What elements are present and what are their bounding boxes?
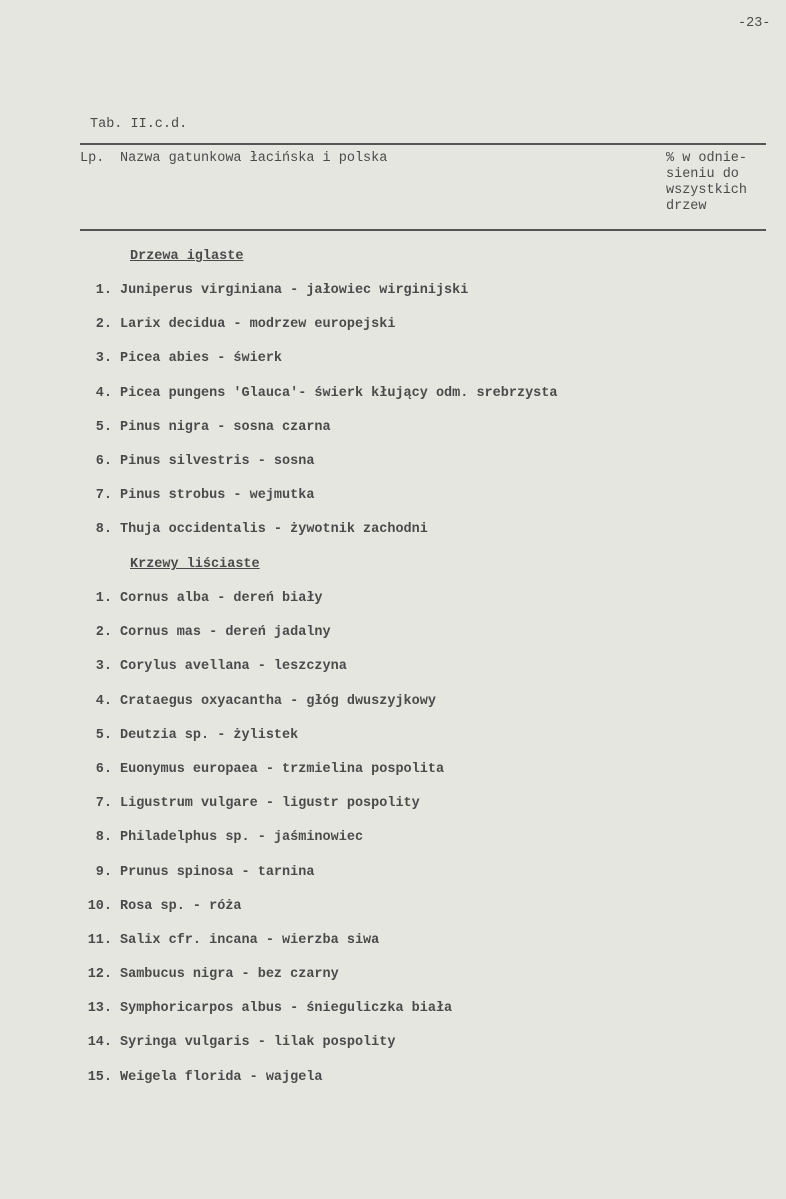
- list-item: [80, 351, 557, 385]
- species-name: Larix decidua - modrzew europejski: [120, 317, 396, 333]
- item-number: 9.: [95, 864, 112, 880]
- species-name: Corylus avellana - leszczyna: [120, 659, 347, 675]
- item-number: 3.: [95, 351, 112, 367]
- species-name: Juniperus virginiana - jałowiec wirginijski: [120, 283, 469, 298]
- list-item: [80, 796, 452, 830]
- list-item: [80, 899, 452, 933]
- species-name: Syringa vulgaris - lilak pospolity: [120, 1035, 396, 1051]
- shrubs-list: [80, 591, 452, 1104]
- header-percent-line: wszystkich: [666, 183, 748, 198]
- header-bottom-rule: [80, 229, 766, 231]
- header-lp: Lp.: [80, 151, 105, 166]
- species-name: Pinus nigra - sosna czarna: [120, 419, 331, 435]
- list-item: [80, 728, 452, 762]
- species-name: Picea abies - świerk: [120, 351, 283, 367]
- item-number: 4.: [95, 385, 112, 401]
- item-number: 1.: [95, 283, 112, 298]
- section-title-conifers: Drzewa iglaste: [130, 249, 244, 264]
- item-number: 3.: [95, 659, 112, 675]
- item-number: 5.: [95, 727, 112, 743]
- header-percent: [666, 151, 747, 215]
- table-label: Tab. II.c.d.: [90, 117, 188, 132]
- species-name: Thuja occidentalis - żywotnik zachodni: [120, 522, 428, 538]
- list-item: [80, 694, 452, 728]
- item-number: 8.: [95, 522, 112, 538]
- header-top-rule: [80, 143, 766, 145]
- item-number: 5.: [95, 419, 112, 435]
- species-name: Sambucus nigra - bez czarny: [120, 967, 339, 983]
- page-number: -23-: [738, 16, 771, 31]
- item-number: 7.: [95, 488, 112, 504]
- item-number: 1.: [95, 591, 112, 606]
- list-item: [80, 1035, 452, 1069]
- header-percent-line: sieniu do: [666, 167, 739, 182]
- species-name: Ligustrum vulgare - ligustr pospolity: [120, 796, 420, 812]
- species-name: Rosa sp. - róża: [120, 898, 242, 914]
- item-number: 12.: [87, 967, 112, 983]
- species-name: Prunus spinosa - tarnina: [120, 864, 315, 880]
- list-item: [80, 1070, 452, 1104]
- section-title-shrubs: Krzewy liściaste: [130, 557, 260, 572]
- item-number: 6.: [95, 453, 112, 469]
- item-number: 6.: [95, 761, 112, 777]
- header-name: Nazwa gatunkowa łacińska i polska: [120, 151, 388, 166]
- item-number: 8.: [95, 830, 112, 846]
- species-name: Pinus strobus - wejmutka: [120, 488, 315, 504]
- item-number: 14.: [87, 1035, 112, 1051]
- item-number: 15.: [87, 1069, 112, 1085]
- species-name: Cornus mas - dereń jadalny: [120, 625, 331, 641]
- list-item: [80, 591, 452, 625]
- item-number: 10.: [87, 898, 112, 914]
- species-name: Picea pungens 'Glauca'- świerk kłujący odm. srebrzysta: [120, 385, 558, 401]
- list-item: [80, 488, 557, 522]
- list-item: [80, 967, 452, 1001]
- item-number: 4.: [95, 693, 112, 709]
- list-item: [80, 933, 452, 967]
- species-name: Deutzia sp. - żylistek: [120, 727, 299, 743]
- list-item: [80, 283, 557, 317]
- species-name: Euonymus europaea - trzmielina pospolita: [120, 761, 445, 777]
- list-item: [80, 386, 557, 420]
- species-name: Salix cfr. incana - wierzba siwa: [120, 932, 380, 948]
- list-item: [80, 1001, 452, 1035]
- list-item: [80, 317, 557, 351]
- item-number: 13.: [87, 1001, 112, 1017]
- list-item: [80, 454, 557, 488]
- list-item: [80, 865, 452, 899]
- item-number: 7.: [95, 796, 112, 812]
- species-name: Philadelphus sp. - jaśminowiec: [120, 830, 364, 846]
- list-item: [80, 625, 452, 659]
- species-name: Pinus silvestris - sosna: [120, 453, 315, 469]
- list-item: [80, 420, 557, 454]
- list-item: [80, 762, 452, 796]
- species-name: Cornus alba - dereń biały: [120, 591, 323, 606]
- conifers-list: [80, 283, 557, 557]
- species-name: Weigela florida - wajgela: [120, 1069, 323, 1085]
- header-percent-line: drzew: [666, 199, 707, 214]
- item-number: 2.: [95, 317, 112, 333]
- species-name: Symphoricarpos albus - śnieguliczka biała: [120, 1001, 453, 1017]
- item-number: 2.: [95, 625, 112, 641]
- item-number: 11.: [87, 932, 112, 948]
- list-item: [80, 830, 452, 864]
- header-percent-line: % w odnie-: [666, 151, 748, 166]
- list-item: [80, 522, 557, 556]
- list-item: [80, 659, 452, 693]
- species-name: Crataegus oxyacantha - głóg dwuszyjkowy: [120, 693, 436, 709]
